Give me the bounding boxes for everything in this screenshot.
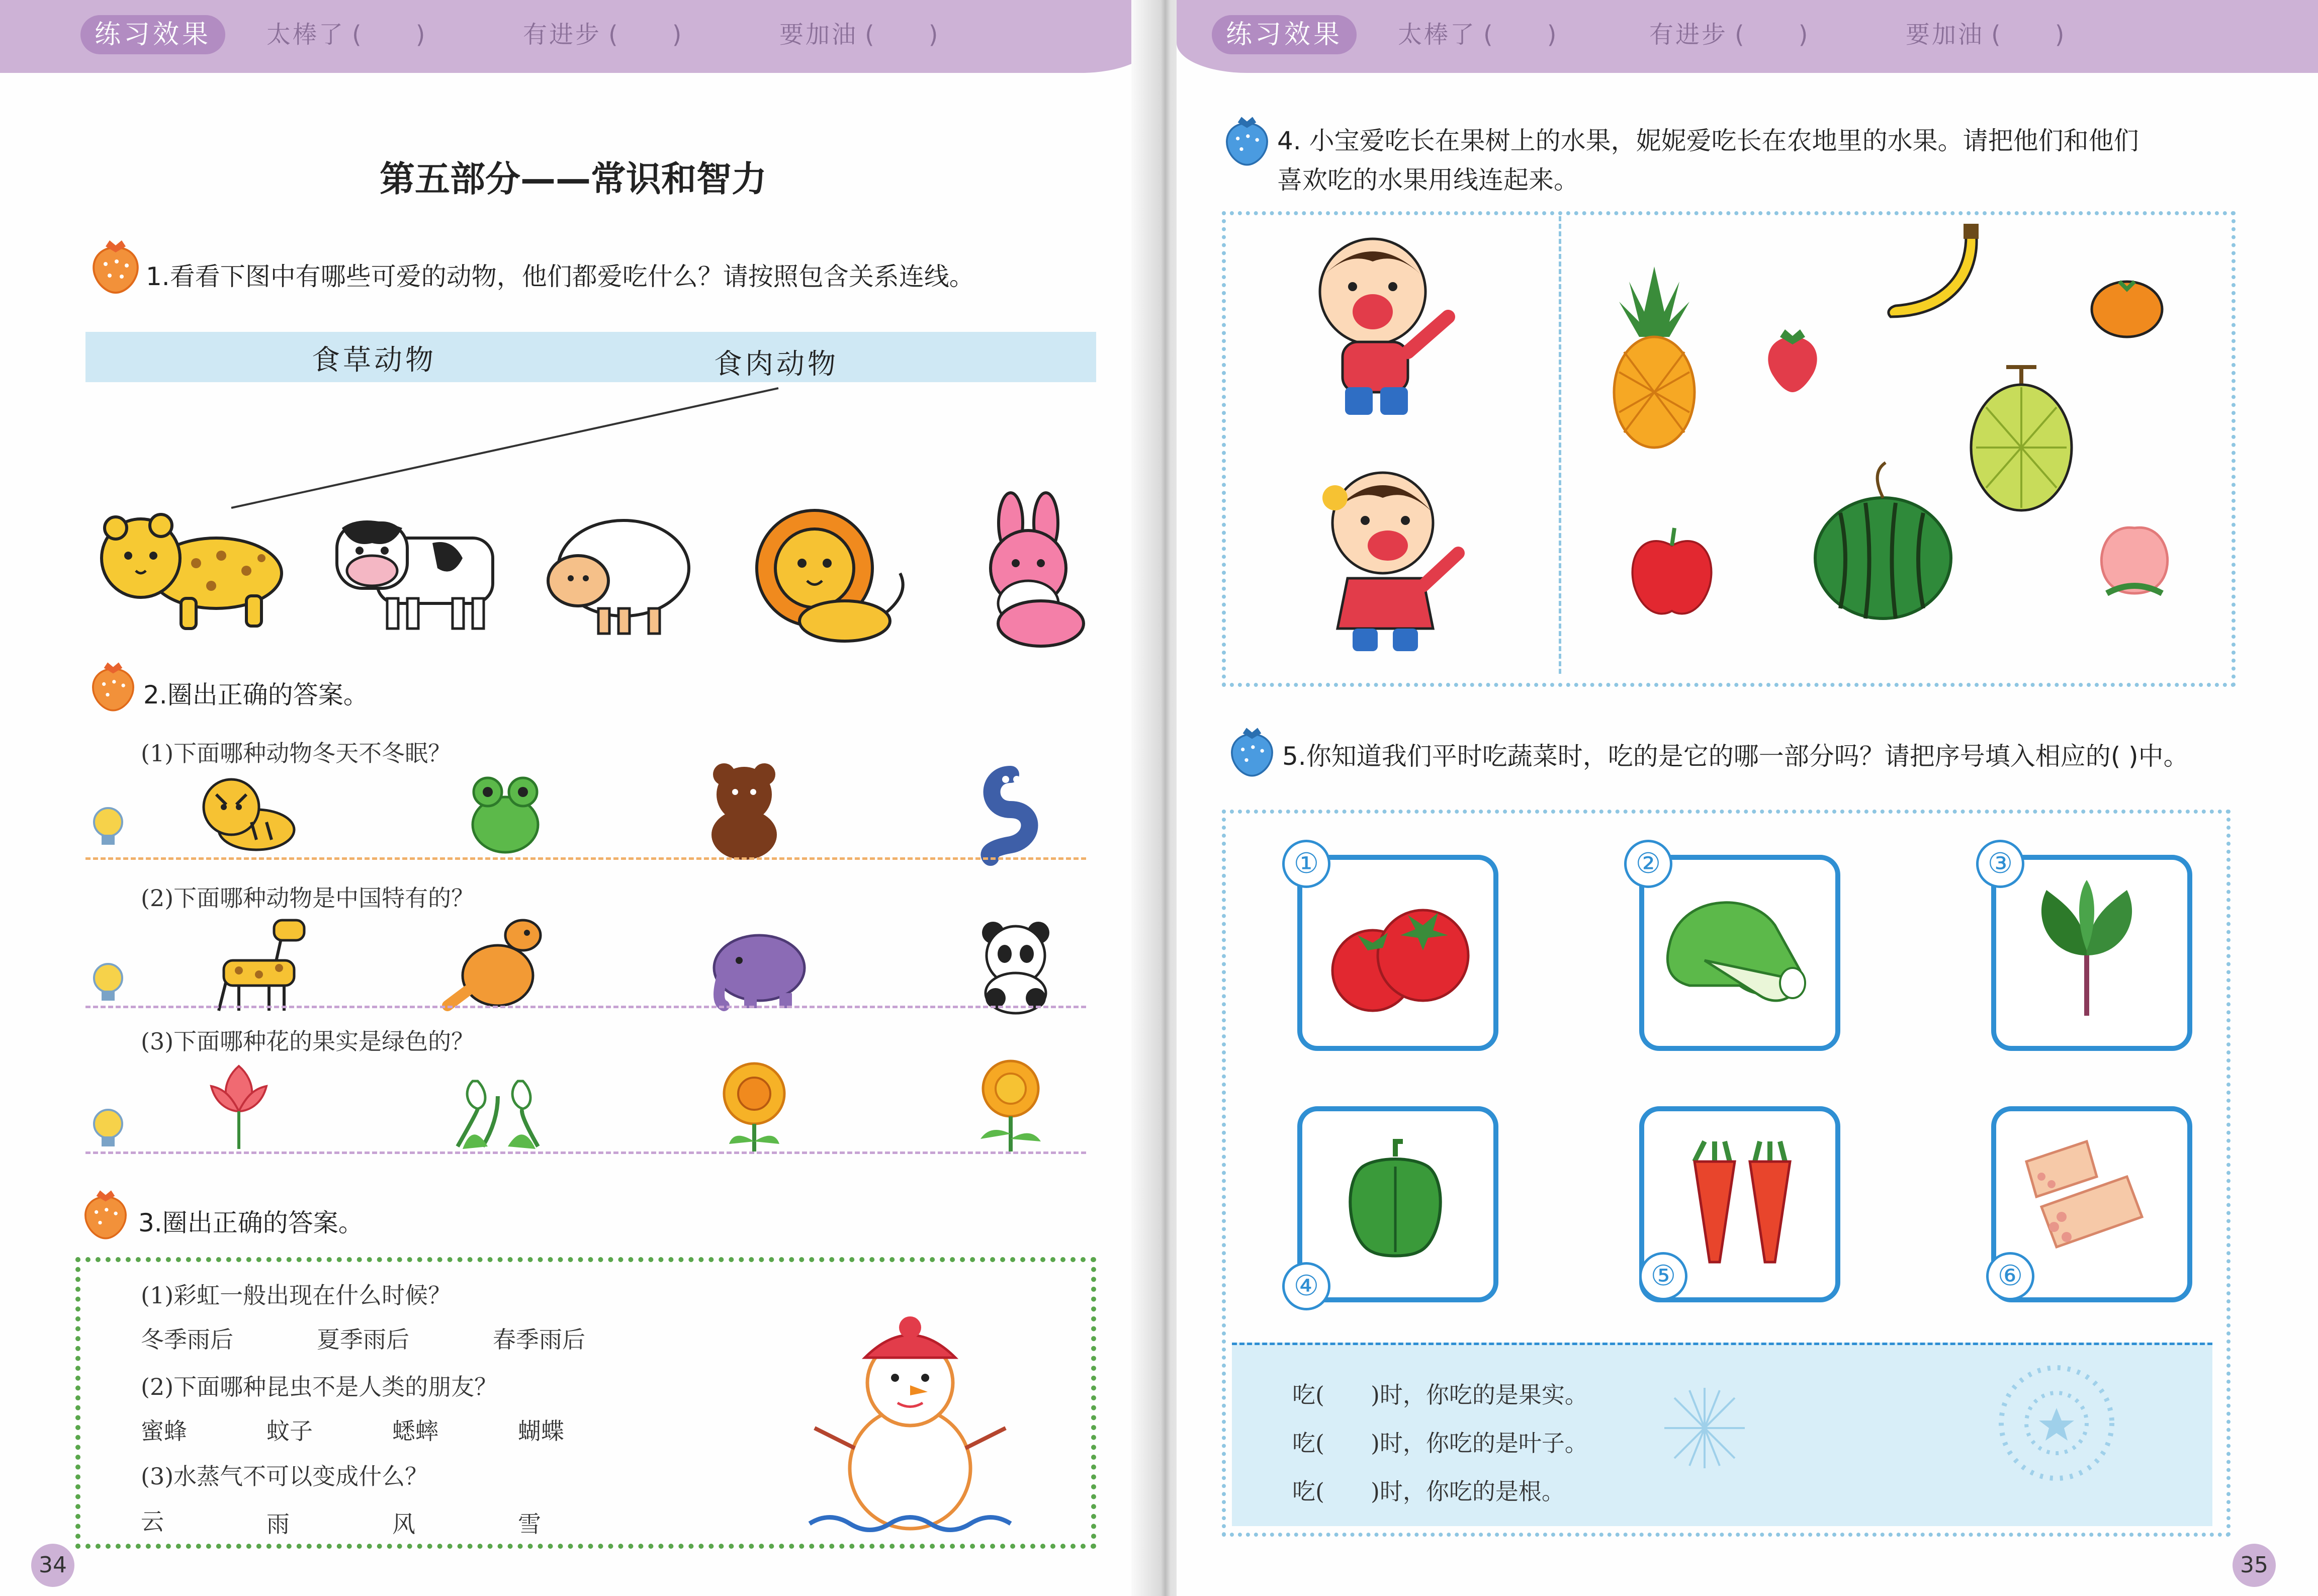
elephant-option[interactable] (704, 925, 810, 1011)
rating-great: 太棒了 ( ) (266, 21, 427, 49)
rating-keep-going: 要加油 ( ) (1906, 21, 2067, 49)
decorative-burst-icon (1659, 1383, 1750, 1473)
q2-text: 2.圈出正确的答案。 (143, 680, 369, 710)
snowman-icon (799, 1302, 1021, 1534)
lion-icon[interactable] (749, 508, 915, 649)
practice-label: 练习效果 (80, 15, 225, 54)
chrysanthemum-option[interactable] (970, 1058, 1051, 1154)
pineapple-icon[interactable] (1609, 261, 1700, 448)
practice-label: 练习效果 (1212, 15, 1357, 54)
q3-sub2-option-3[interactable]: 蟋蟀 (392, 1417, 438, 1445)
girl-nini[interactable] (1307, 458, 1473, 659)
decorative-snowflake-icon (1991, 1358, 2122, 1488)
watermelon-icon[interactable] (1810, 458, 1956, 624)
answer-line (85, 1006, 1086, 1008)
tiger-option[interactable] (196, 774, 297, 855)
page-number: 35 (2233, 1544, 2276, 1587)
q3-sub2-option-2[interactable]: 蚊子 (266, 1417, 313, 1445)
rating-keep-going: 要加油 ( ) (779, 21, 940, 49)
lily-option[interactable] (448, 1066, 548, 1151)
q3-sub2-option-1[interactable]: 蜜蜂 (141, 1417, 187, 1445)
card-number-6: ⑥ (1986, 1252, 2034, 1300)
card-number-3: ③ (1976, 840, 2024, 888)
melon-icon[interactable] (1966, 357, 2077, 518)
panda-option[interactable] (975, 918, 1056, 1013)
herbivore-label[interactable]: 食草动物 (312, 344, 436, 377)
q3-sub3-option-3[interactable]: 风 (392, 1511, 415, 1538)
q3-sub1-option-2[interactable]: 夏季雨后 (317, 1326, 409, 1353)
q3-sub3: (3)水蒸气不可以变成什么？ (141, 1463, 428, 1490)
banana-icon[interactable] (1876, 221, 1991, 332)
q2-sub3: (3)下面哪种花的果实是绿色的？ (141, 1028, 475, 1055)
q3-sub3-option-1[interactable]: 云 (141, 1508, 164, 1535)
kangaroo-option[interactable] (442, 910, 558, 1016)
green-pepper-icon (1343, 1136, 1448, 1262)
left-page (0, 0, 1151, 1596)
lotus-option[interactable] (201, 1061, 277, 1151)
sunflower-option[interactable] (714, 1058, 794, 1154)
q1-text: 1.看看下图中有哪些可爱的动物，他们都爱吃什么？请按照包含关系连线。 (146, 262, 974, 291)
card-number-5: ⑤ (1639, 1252, 1687, 1300)
card-number-4: ④ (1282, 1262, 1330, 1310)
strawberry-badge-icon (1219, 113, 1275, 168)
cow-icon[interactable] (332, 508, 503, 634)
q3-sub3-option-2[interactable]: 雨 (266, 1511, 290, 1538)
q3-sub1-option-3[interactable]: 春季雨后 (493, 1326, 585, 1353)
page-number: 34 (31, 1544, 74, 1587)
tomato-icon (1317, 890, 1473, 1016)
card-number-2: ② (1624, 840, 1672, 888)
q2-sub1: (1)下面哪种动物冬天不冬眠？ (141, 740, 452, 767)
rabbit-icon[interactable] (970, 493, 1096, 649)
card-number-1: ① (1282, 840, 1330, 888)
q2-sub2: (2)下面哪种动物是中国特有的？ (141, 884, 475, 912)
snake-option[interactable] (975, 764, 1046, 860)
peach-icon[interactable] (2092, 513, 2177, 603)
strawberry-icon[interactable] (1760, 327, 1825, 397)
section-title: 第五部分——常识和智力 (380, 158, 767, 200)
spinach-icon (2021, 875, 2152, 1026)
right-page (1177, 0, 2318, 1596)
q3-sub2-option-4[interactable]: 蝴蝶 (518, 1417, 564, 1445)
leopard-icon[interactable] (96, 508, 287, 634)
boy-xiaobao[interactable] (1297, 231, 1468, 422)
rating-progress: 有进步 ( ) (1649, 21, 1810, 49)
strawberry-badge-icon (1224, 724, 1280, 779)
lightbulb-icon (91, 1106, 126, 1151)
giraffe-option[interactable] (199, 915, 314, 1016)
strawberry-badge-icon (85, 659, 141, 714)
answer-line (85, 857, 1086, 860)
answer-line (85, 1151, 1086, 1154)
q3-sub3-option-4[interactable]: 雪 (518, 1511, 541, 1538)
q3-text: 3.圈出正确的答案。 (138, 1208, 364, 1237)
q4-text-line2: 喜欢吃的水果用线连起来。 (1277, 165, 1579, 195)
q3-sub2: (2)下面哪种昆虫不是人类的朋友？ (141, 1373, 498, 1400)
sheep-icon[interactable] (543, 508, 694, 639)
carrot-icon (1674, 1131, 1805, 1267)
rating-great: 太棒了 ( ) (1398, 21, 1559, 49)
frog-option[interactable] (468, 769, 543, 855)
cabbage-icon (1659, 885, 1810, 1016)
q4-divider (1559, 216, 1561, 674)
lightbulb-icon (91, 805, 126, 850)
carnivore-label[interactable]: 食肉动物 (714, 348, 839, 381)
lotus-root-icon (2011, 1131, 2162, 1257)
rating-progress: 有进步 ( ) (523, 21, 684, 49)
q3-sub1-option-1[interactable]: 冬季雨后 (141, 1326, 233, 1353)
fill-line-leaf[interactable]: 吃( )时，你吃的是叶子。 (1292, 1430, 1588, 1457)
fill-line-root[interactable]: 吃( )时，你吃的是根。 (1292, 1478, 1565, 1505)
strawberry-badge-icon (78, 1187, 133, 1242)
apple-icon[interactable] (1624, 520, 1720, 621)
orange-icon[interactable] (2087, 269, 2167, 339)
q5-text: 5.你知道我们平时吃蔬菜时，吃的是它的哪一部分吗？请把序号填入相应的( )中。 (1282, 742, 2189, 771)
fill-line-fruit[interactable]: 吃( )时，你吃的是果实。 (1292, 1381, 1588, 1408)
lightbulb-icon (91, 960, 126, 1006)
q4-text-line1: 4. 小宝爱吃长在果树上的水果，妮妮爱吃长在农地里的水果。请把他们和他们 (1277, 126, 2139, 155)
q3-sub1: (1)彩虹一般出现在什么时候？ (141, 1282, 452, 1309)
bear-option[interactable] (704, 759, 784, 860)
